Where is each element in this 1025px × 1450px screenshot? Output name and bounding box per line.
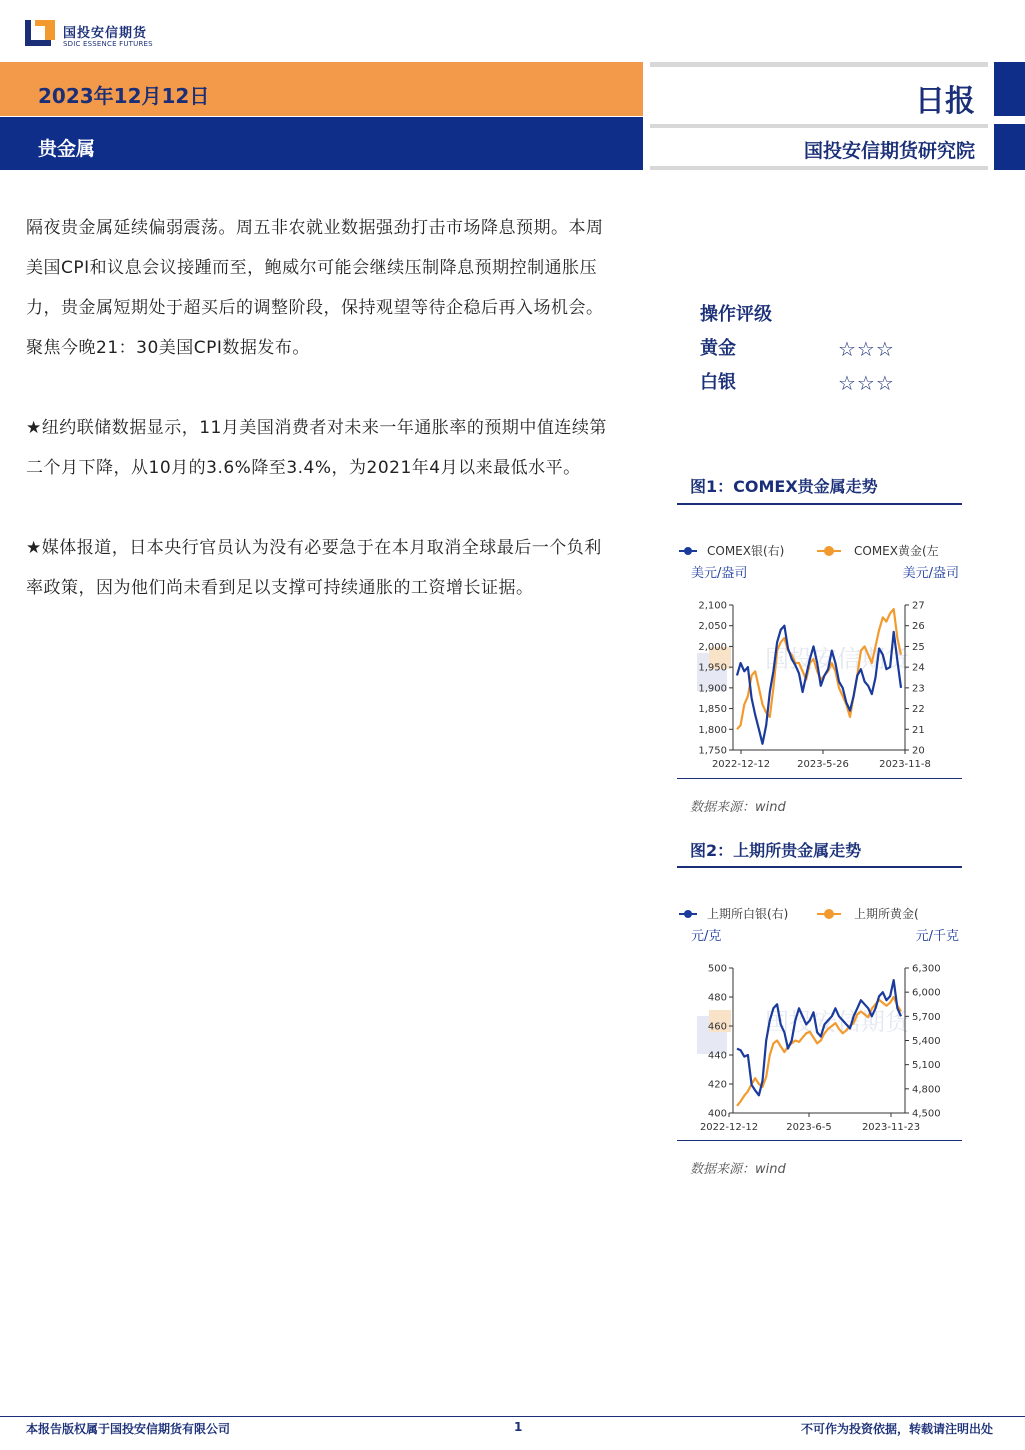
y-tick-label-right: 6,300 — [912, 963, 941, 975]
x-tick-label: 2023-6-5 — [786, 1122, 832, 1133]
x-tick-label: 2023-11-23 — [861, 1122, 921, 1133]
operation-rating — [700, 298, 960, 400]
figure-1-chart — [677, 535, 962, 777]
figure-1-rule — [677, 503, 962, 505]
legend-marker — [824, 546, 834, 556]
y-tick-label-right: 5,700 — [912, 1011, 941, 1023]
y-tick-label-right: 5,400 — [912, 1036, 941, 1047]
header-rule — [650, 166, 988, 170]
footer-rule — [0, 1416, 1025, 1417]
y-axis-unit-right: 美元/盎司 — [902, 566, 959, 581]
rating-stars: ☆☆☆ — [838, 371, 895, 395]
legend-label: COMEX黄金(左 — [854, 544, 939, 558]
y-tick-label-left: 1,800 — [698, 724, 727, 736]
figure-1-source: 数据来源：wind — [690, 800, 786, 815]
rating-stars: ☆☆☆ — [838, 337, 895, 361]
rating-row-silver — [700, 366, 960, 400]
y-axis-unit-left: 元/克 — [691, 929, 722, 944]
rating-name: 黄金 — [700, 338, 736, 359]
figure-2-rule — [677, 866, 962, 868]
legend-marker — [824, 909, 834, 919]
body-paragraph: ★媒体报道，日本央行官员认为没有必要急于在本月取消全球最后一个负利率政策，因为他们尚未看到足以支撑可持续通胀的工资增长证据。 — [26, 538, 602, 598]
y-tick-label-right: 4,500 — [912, 1108, 941, 1120]
y-tick-label-left: 2,050 — [698, 621, 727, 633]
watermark-text: 国投安信期货 — [765, 645, 909, 673]
body-paragraph: 隔夜贵金属延续偏弱震荡。周五非农就业数据强劲打击市场降息预期。本周美国CPI和议息会议接踵而至，鲍威尔可能会继续压制降息预期控制通胀压力，贵金属短期处于超买后的调整阶段，保持观望等待企稳后再入场机会。聚焦今晚21：30美国CPI数据发布。 — [26, 218, 604, 358]
logo-text-cn: 国投安信期货 — [63, 26, 148, 41]
x-tick-label: 2022-12-12 — [699, 1122, 759, 1133]
x-tick-label: 2023-11-8 — [879, 759, 931, 770]
legend-marker — [684, 910, 692, 918]
figure-2-rule — [677, 1140, 962, 1141]
y-axis-unit-right: 元/千克 — [915, 929, 959, 944]
y-tick-label-right: 20 — [912, 745, 925, 757]
x-tick-label: 2023-5-26 — [797, 759, 849, 770]
header-section-bar — [0, 117, 643, 170]
y-tick-label-right: 26 — [912, 621, 925, 633]
y-tick-label-left: 400 — [707, 1108, 727, 1120]
company-logo — [25, 16, 165, 50]
rating-name: 白银 — [700, 372, 736, 393]
x-tick-label: 2022-12-12 — [711, 759, 771, 770]
watermark-text: 国投安信期货 — [765, 1008, 909, 1036]
header-accent — [994, 124, 1025, 170]
report-date: 2023年12月12日 — [38, 84, 210, 108]
report-section: 贵金属 — [38, 138, 96, 160]
y-tick-label-left: 480 — [707, 992, 727, 1004]
figure-2-source: 数据来源：wind — [690, 1162, 786, 1177]
y-tick-label-left: 1,750 — [698, 745, 727, 757]
y-tick-label-left: 460 — [707, 1021, 727, 1033]
footer-copyright: 本报告版权属于国投安信期货有限公司 — [26, 1422, 231, 1436]
y-tick-label-right: 23 — [912, 683, 925, 695]
y-tick-label-right: 4,800 — [912, 1084, 941, 1096]
header-accent — [994, 62, 1025, 116]
y-tick-label-left: 440 — [707, 1050, 727, 1062]
y-tick-label-left: 1,850 — [698, 704, 727, 716]
y-tick-label-right: 27 — [912, 600, 925, 612]
logo-text-en: SDIC ESSENCE FUTURES — [63, 40, 153, 48]
y-tick-label-left: 500 — [707, 963, 727, 975]
header-rule — [650, 124, 988, 128]
series-line — [737, 980, 901, 1095]
institute-name: 国投安信期货研究院 — [803, 140, 975, 162]
y-tick-label-left: 420 — [707, 1079, 727, 1091]
report-type: 日报 — [915, 84, 975, 119]
footer-disclaimer: 不可作为投资依据，转载请注明出处 — [800, 1422, 993, 1436]
y-tick-label-left: 2,100 — [698, 600, 727, 612]
figure-1-title: 图1：COMEX贵金属走势 — [690, 477, 878, 496]
y-axis-unit-left: 美元/盎司 — [691, 566, 748, 581]
legend-label: 上期所白银(右) — [707, 907, 789, 921]
header-rule — [650, 62, 988, 67]
y-tick-label-right: 22 — [912, 704, 925, 716]
y-tick-label-right: 24 — [912, 662, 925, 674]
y-tick-label-left: 1,950 — [698, 662, 727, 674]
figure-1-rule — [677, 778, 962, 779]
y-tick-label-right: 5,100 — [912, 1060, 941, 1072]
rating-row-gold — [700, 332, 960, 366]
legend-marker — [684, 547, 692, 555]
rating-title: 操作评级 — [700, 304, 772, 325]
y-tick-label-right: 25 — [912, 641, 925, 653]
figure-2-chart — [677, 898, 962, 1140]
legend-label: COMEX银(右) — [707, 544, 785, 558]
body-paragraph: ★纽约联储数据显示，11月美国消费者对未来一年通胀率的预期中值连续第二个月下降，从10月的3.6%降至3.4%，为2021年4月以来最低水平。 — [26, 418, 607, 478]
y-tick-label-left: 1,900 — [698, 683, 727, 695]
legend-label: 上期所黄金( — [854, 907, 919, 921]
y-tick-label-right: 21 — [912, 724, 925, 736]
y-tick-label-left: 2,000 — [698, 641, 727, 653]
page-number: 1 — [514, 1420, 523, 1434]
y-tick-label-right: 6,000 — [912, 987, 941, 999]
logo-mark-icon — [25, 16, 55, 46]
figure-2-title: 图2：上期所贵金属走势 — [690, 841, 862, 860]
